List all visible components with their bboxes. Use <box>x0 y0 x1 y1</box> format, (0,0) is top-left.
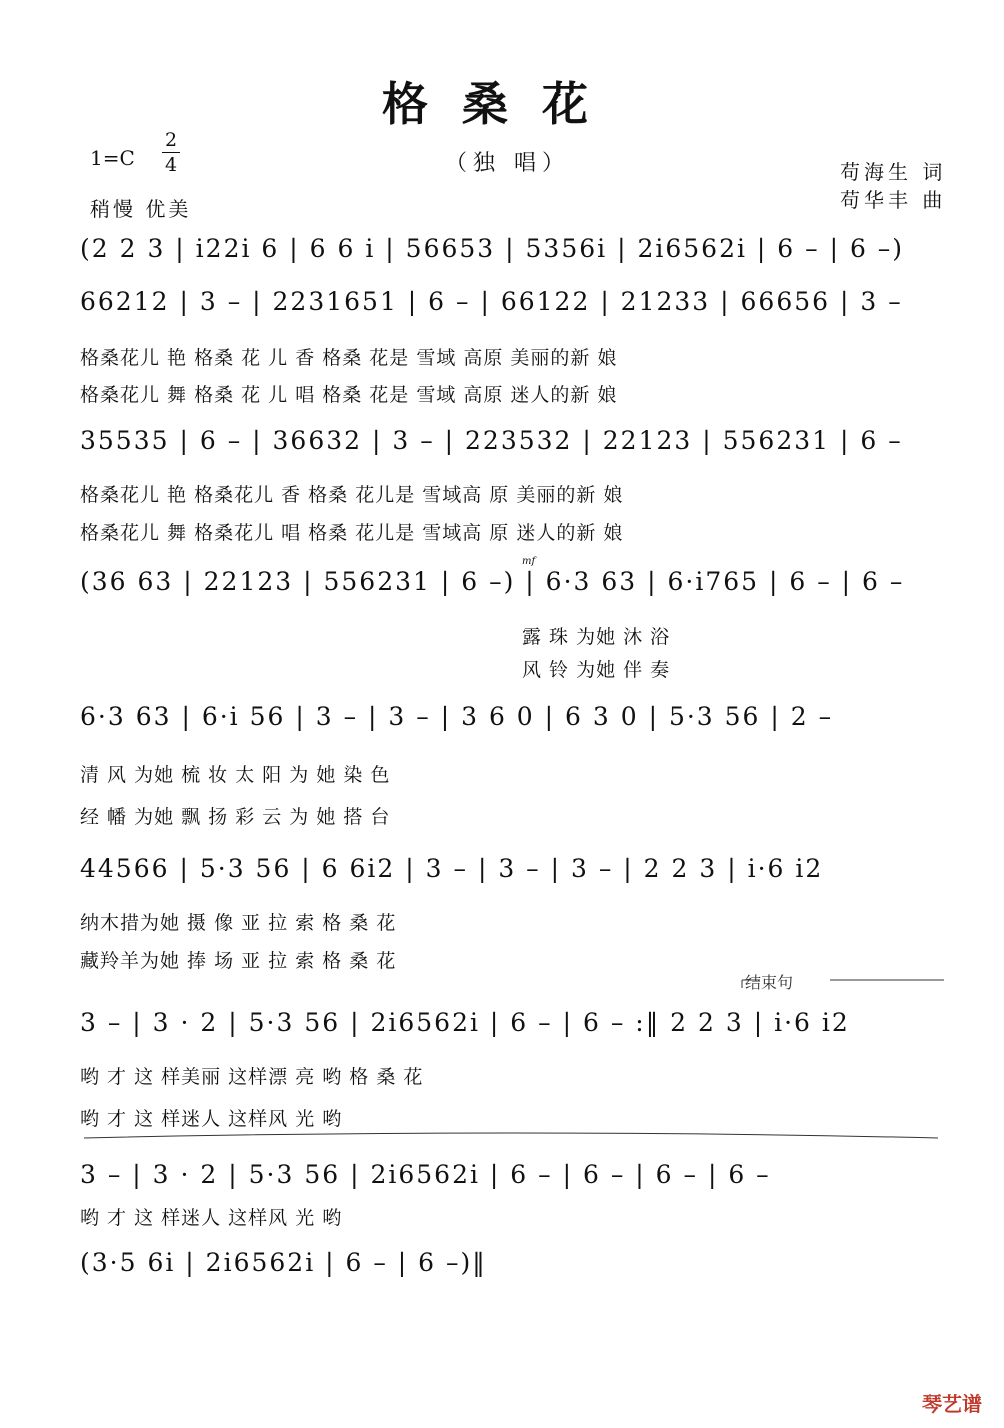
lyric-line: 格桑花儿 艳 格桑 花 儿 香 格桑 花是 雪域 高原 美丽的新 娘 <box>80 347 618 369</box>
lyric-line: 格桑花儿 舞 格桑花儿 唱 格桑 花儿是 雪域高 原 迷人的新 娘 <box>80 522 624 544</box>
notation-row: 44566 | 5·3 56 | 6 6i2 | 3 – | 3 – | 3 – | 2 2 3 | i·6 i2 <box>80 854 824 883</box>
notation-row: 3 – | 3 · 2 | 5·3 56 | 2i6562i | 6 – | 6 – :‖ 2 2 3 | i·6 i2 <box>80 1008 850 1037</box>
ending-label: 结束句 <box>745 973 794 992</box>
lyric-line: 格桑花儿 舞 格桑 花 儿 唱 格桑 花是 雪域 高原 迷人的新 娘 <box>80 384 618 406</box>
lyric-line: 露 珠 为她 沐 浴 <box>522 626 671 648</box>
tempo-marking: 稍慢 优美 <box>90 197 192 221</box>
time-denominator: 4 <box>164 154 178 176</box>
lyric-line: 哟 才 这 样迷人 这样风 光 哟 <box>80 1207 343 1229</box>
song-title: 格桑花 <box>382 77 622 131</box>
notation-row: (2 2 3 | i22i 6 | 6 6 i | 56653 | 5356i | 2i6562i | 6 – | 6 –) <box>80 234 905 263</box>
lyric-line: 经 幡 为她 飘 扬 彩 云 为 她 搭 台 <box>80 806 391 828</box>
lyric-line: 风 铃 为她 伴 奏 <box>522 659 671 681</box>
notation-row: (3·5 6i | 2i6562i | 6 – | 6 –)‖ <box>80 1248 487 1277</box>
lyric-line: 清 风 为她 梳 妆 太 阳 为 她 染 色 <box>80 764 391 786</box>
key-signature: 1=C <box>90 146 135 170</box>
lyric-line: 哟 才 这 样迷人 这样风 光 哟 <box>80 1108 343 1130</box>
lyric-line: 格桑花儿 艳 格桑花儿 香 格桑 花儿是 雪域高 原 美丽的新 娘 <box>80 484 624 506</box>
notation-row: 66212 | 3 – | 2231651 | 6 – | 66122 | 21233 | 66656 | 3 – <box>80 287 903 316</box>
lyric-line: 哟 才 这 样美丽 这样漂 亮 哟 格 桑 花 <box>80 1066 424 1088</box>
watermark-logo: 琴艺谱 <box>922 1392 982 1416</box>
time-numerator: 2 <box>164 129 178 151</box>
lyricist: 苟海生 词 <box>840 160 947 184</box>
notation-row: 35535 | 6 – | 36632 | 3 – | 223532 | 22123 | 556231 | 6 – <box>80 426 903 455</box>
lyric-line: 纳木措为她 摄 像 亚 拉 索 格 桑 花 <box>80 912 397 934</box>
performance-type: （独 唱） <box>445 151 570 176</box>
dynamic-marking: mf <box>522 556 536 567</box>
notation-row: 3 – | 3 · 2 | 5·3 56 | 2i6562i | 6 – | 6 – | 6 – | 6 – <box>80 1160 771 1189</box>
notation-row: 6·3 63 | 6·i 56 | 3 – | 3 – | 3 6 0 | 6 3 0 | 5·3 56 | 2 – <box>80 702 834 731</box>
notation-row: (36 63 | 22123 | 556231 | 6 –) | 6·3 63 | 6·i765 | 6 – | 6 – <box>80 567 905 596</box>
lyric-line: 藏羚羊为她 捧 场 亚 拉 索 格 桑 花 <box>80 950 397 972</box>
composer: 苟华丰 曲 <box>840 188 947 212</box>
